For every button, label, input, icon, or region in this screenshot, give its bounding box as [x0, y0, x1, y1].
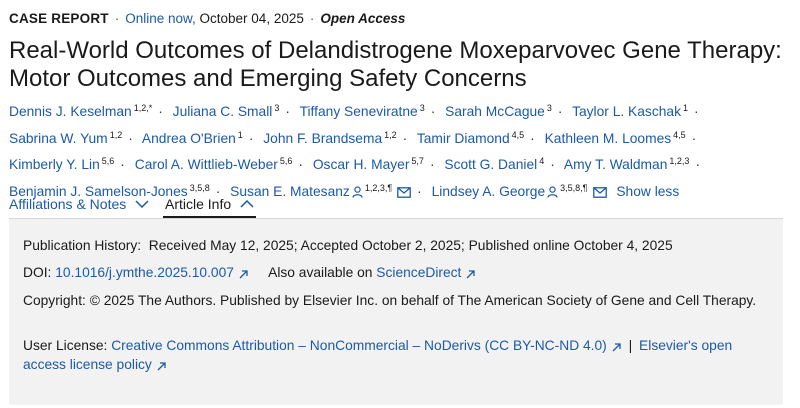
author-name-link[interactable]: Oscar H. Mayer — [312, 157, 410, 173]
author-name-link[interactable]: Sabrina W. Yum — [9, 130, 108, 146]
author-entry — [263, 131, 396, 146]
author-name-link[interactable]: Sarah McCague — [445, 104, 545, 119]
also-available-label: Also available on — [268, 265, 373, 280]
affiliation-marker: 1,2,3 — [669, 156, 690, 167]
license-label: User License: — [23, 338, 108, 353]
author-separator: · — [557, 104, 563, 119]
license-link-text: Creative Commons Attribution – NonCommercial – NoDerivs (CC BY-NC-ND 4.0) — [111, 338, 607, 353]
author-entry — [173, 104, 280, 119]
article-info-panel — [9, 219, 783, 405]
user-license — [23, 336, 763, 374]
affiliation-marker: 5,6 — [279, 156, 293, 167]
author-entry — [445, 104, 552, 119]
author-entry — [9, 104, 152, 119]
author-name-link[interactable]: Andrea O'Brien — [141, 130, 236, 146]
affiliation-marker: 1 — [682, 103, 688, 113]
online-label: Online now, — [125, 11, 196, 26]
doi-link-text: 10.1016/j.ymthe.2025.10.007 — [55, 265, 234, 280]
article-type: CASE REPORT — [9, 11, 109, 26]
author-name-link[interactable]: Juliana C. Small — [172, 104, 273, 119]
author-entry — [313, 157, 424, 172]
meta-separator: · — [114, 11, 120, 26]
author-separator: · — [120, 157, 125, 173]
author-separator: · — [430, 104, 436, 119]
author-separator: · — [298, 157, 303, 173]
affiliation-marker: 4 — [539, 156, 545, 167]
affiliation-marker: 3,5,8,¶ — [560, 183, 588, 194]
author-separator: · — [158, 104, 163, 119]
author-separator: · — [550, 157, 555, 173]
author-name-link[interactable]: Taylor L. Kaschak — [572, 104, 681, 119]
author-name-link[interactable]: John F. Brandsema — [263, 130, 383, 146]
author-separator: · — [695, 157, 701, 173]
chevron-down-icon — [135, 200, 149, 208]
author-name-link[interactable]: Kathleen M. Loomes — [544, 130, 672, 146]
external-link-icon — [155, 360, 167, 372]
tab-affiliations-label: Affiliations & Notes — [9, 196, 127, 212]
doi-label: DOI: — [23, 265, 52, 280]
author-list — [9, 97, 789, 206]
author-name-link[interactable]: Kimberly Y. Lin — [9, 157, 100, 173]
author-entry — [9, 157, 114, 172]
author-entry — [564, 157, 690, 172]
author-separator: · — [530, 130, 535, 146]
sciencedirect-link[interactable] — [376, 265, 476, 280]
author-entry — [142, 131, 243, 146]
open-access-badge: Open Access — [320, 11, 406, 26]
author-name-link[interactable]: Scott G. Daniel — [444, 157, 538, 173]
author-separator: · — [694, 104, 699, 119]
author-entry — [545, 131, 686, 146]
article-meta — [9, 11, 405, 26]
author-entry — [9, 131, 122, 146]
affiliation-marker: 3 — [274, 103, 280, 113]
author-entry — [135, 157, 293, 172]
author-name-link[interactable]: Amy T. Waldman — [563, 157, 668, 173]
history-label: Publication History: — [23, 238, 142, 253]
affiliation-marker: 4,5 — [511, 129, 525, 140]
tab-affiliations-notes[interactable] — [9, 196, 149, 212]
affiliation-marker: 5,7 — [411, 156, 424, 167]
tab-article-info-label: Article Info — [165, 196, 232, 212]
chevron-up-icon — [240, 200, 254, 208]
author-name-link[interactable]: Tiffany Seneviratne — [299, 104, 418, 119]
author-name-link[interactable]: Susan E. Matesanz — [230, 184, 350, 200]
article-tabs — [9, 194, 783, 218]
author-entry — [444, 157, 544, 172]
affiliation-marker: 3 — [419, 103, 425, 113]
author-separator: · — [248, 130, 254, 146]
author-name-link[interactable]: Dennis J. Keselman — [9, 104, 132, 119]
affiliation-marker: 4,5 — [673, 129, 686, 140]
history-text: Received May 12, 2025; Accepted October 2, 2025; Published online October 4, 2025 — [148, 238, 673, 253]
license-policy-link-text: Elsevier's open access license policy — [23, 338, 733, 372]
doi-link[interactable] — [55, 265, 249, 280]
affiliation-marker: 1,2,3,¶ — [364, 183, 393, 194]
author-separator: · — [128, 130, 133, 146]
license-divider: | — [628, 338, 633, 353]
license-link[interactable] — [111, 338, 622, 353]
author-name-link[interactable]: Lindsey A. George — [431, 184, 546, 200]
affiliation-marker: 1,2,* — [133, 103, 153, 113]
sciencedirect-link-text: ScienceDirect — [376, 265, 462, 280]
author-entry — [572, 104, 688, 119]
author-name-link[interactable]: Tamir Diamond — [416, 130, 510, 146]
author-entry — [417, 131, 524, 146]
author-separator: · — [691, 130, 697, 146]
author-separator: · — [429, 157, 435, 173]
show-less-button[interactable]: Show less — [616, 184, 680, 200]
affiliation-marker: 1,2 — [109, 129, 123, 140]
article-title: Real-World Outcomes of Delandistrogene Moxeparvovec Gene Therapy: Motor Outcomes and Emerging Safety Concerns — [9, 37, 782, 92]
affiliation-marker: 3,5,8 — [189, 183, 210, 194]
copyright: Copyright: © 2025 The Authors. Published by Elsevier Inc. on behalf of The American Society of Gene and Cell Therapy. — [23, 293, 757, 308]
doi-row — [23, 263, 743, 282]
author-separator: · — [285, 104, 290, 119]
publication-history — [23, 236, 743, 255]
affiliation-marker: 5,6 — [101, 156, 115, 167]
author-separator: · — [417, 184, 422, 200]
meta-separator: · — [309, 11, 315, 26]
publication-date: October 04, 2025 — [199, 11, 304, 26]
affiliation-marker: 1 — [237, 129, 243, 140]
author-name-link[interactable]: Carol A. Wittlieb-Weber — [134, 157, 278, 173]
author-separator: · — [402, 130, 408, 146]
author-separator: · — [215, 184, 221, 200]
author-name-link[interactable]: Benjamin J. Samelson-Jones — [9, 184, 188, 200]
affiliation-marker: 1,2 — [384, 129, 397, 140]
external-link-icon — [237, 268, 249, 280]
author-entry — [300, 104, 425, 119]
external-link-icon — [464, 268, 476, 280]
tab-article-info[interactable] — [165, 196, 254, 212]
affiliation-marker: 3 — [546, 103, 552, 113]
external-link-icon — [610, 341, 622, 353]
